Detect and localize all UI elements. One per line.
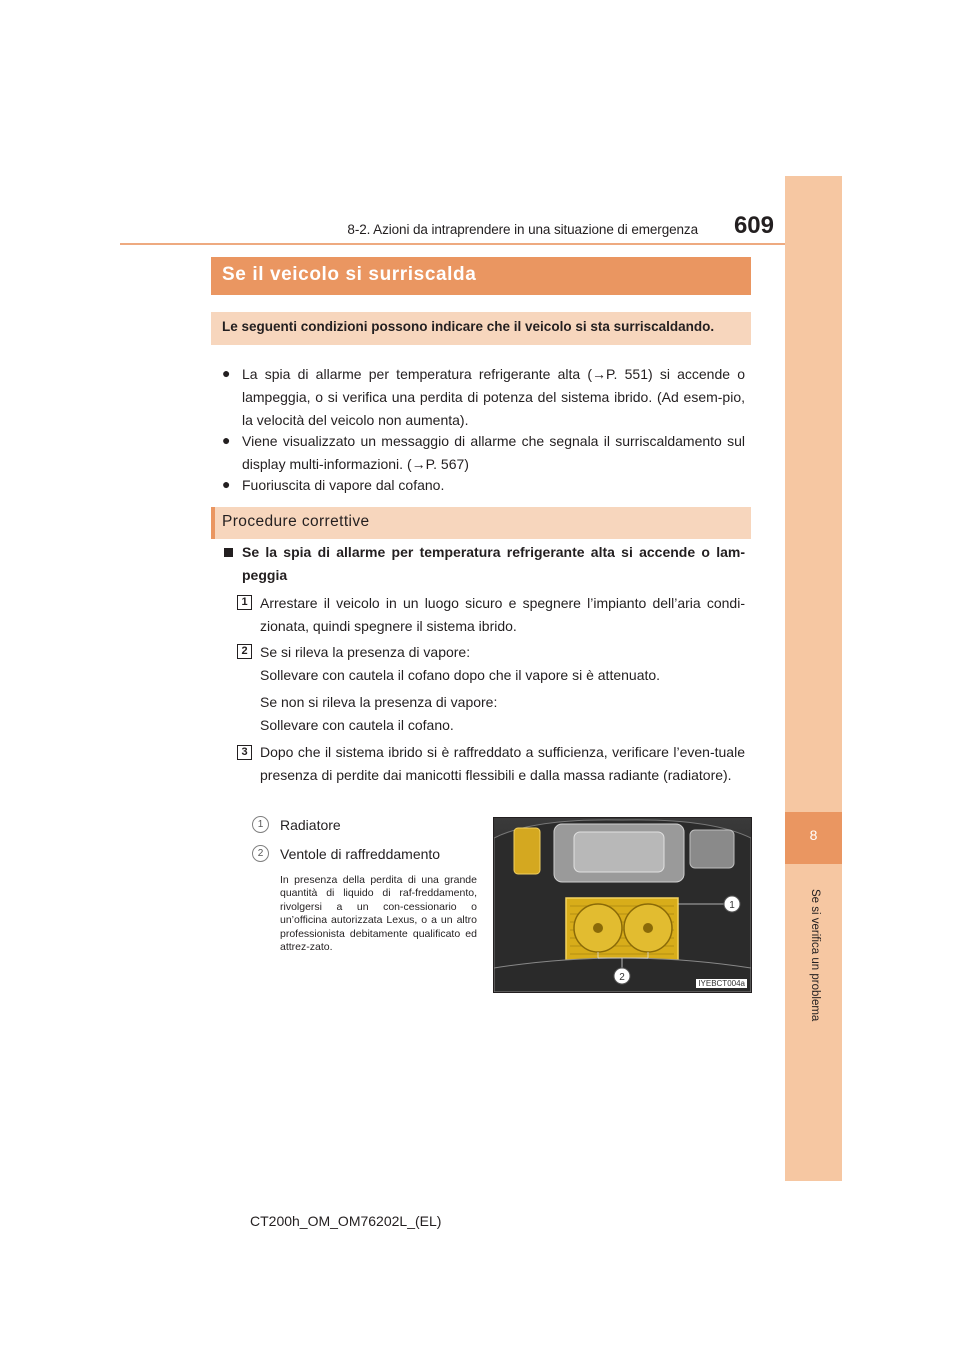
chapter-title: Se si verifica un problema <box>809 889 821 1022</box>
header-rule <box>120 243 785 245</box>
procedures-bar-accent <box>211 507 215 539</box>
step-2-line-3: Se non si rileva la presenza di vapore: <box>260 694 498 710</box>
caption-text: In presenza della perdita di una grande quantità di liquido di raf-freddamento, rivolgersi a un con-cessionario o un’officina autorizzata Lexus, o a un altro professionista debitamente qualificato ed attrez-zato. <box>280 874 477 954</box>
callout-number-1: 1 <box>252 816 269 833</box>
intro-text: Le seguenti condizioni possono indicare che il veicolo si sta surriscaldando. <box>222 319 715 334</box>
figure-callout-2-label: 2 <box>619 972 625 983</box>
step-number-3: 3 <box>237 745 252 760</box>
figure-callout-1-label: 1 <box>729 900 735 911</box>
engine-bay-drawing <box>494 818 751 992</box>
figure-code: IYEBCT004a <box>698 979 745 988</box>
bullet-icon: ● <box>222 432 231 448</box>
step-2-line-4: Sollevare con cautela il cofano. <box>260 717 454 733</box>
callout-label-fans: Ventole di raffreddamento <box>280 846 441 862</box>
condition-item-2: Viene visualizzato un messaggio di allarme che segnala il surriscaldamento sul display multi-informazioni. (→P. 567) <box>242 433 745 472</box>
bullet-icon: ● <box>222 476 231 492</box>
callout-number-2: 2 <box>252 845 269 862</box>
chapter-number: 8 <box>809 827 818 843</box>
step-1-text: Arrestare il veicolo in un luogo sicuro e spegnere l’impianto dell’aria condi-zionata, quindi spegnere il sistema ibrido. <box>260 595 745 634</box>
page-number: 609 <box>733 212 774 239</box>
chapter-side-tab <box>785 176 842 1181</box>
engine-bay-illustration <box>493 817 752 993</box>
square-bullet-icon <box>224 548 233 557</box>
footer-doc-code: CT200h_OM_OM76202L_(EL) <box>250 1213 442 1229</box>
condition-item-3: Fuoriuscita di vapore dal cofano. <box>242 477 445 493</box>
step-3-text: Dopo che il sistema ibrido si è raffreddato a sufficienza, verificare l’even-tuale presenza di perdite dai manicotti flessibili e dalla massa radiante (radiatore). <box>260 744 745 783</box>
section-title: Se il veicolo si surriscalda <box>222 264 477 285</box>
case-heading: Se la spia di allarme per temperatura refrigerante alta si accende o lam-peggia <box>242 544 745 583</box>
condition-item-1: La spia di allarme per temperatura refrigerante alta (→P. 551) si accende o lampeggia, o si verifica una perdita di potenza del sistema ibrido. (Ad esem-pio, la velocità del veicolo non aumenta). <box>242 366 745 428</box>
running-head: 8-2. Azioni da intraprendere in una situazione di emergenza <box>347 222 698 237</box>
step-number-2: 2 <box>237 644 252 659</box>
procedures-title: Procedure correttive <box>222 513 370 530</box>
step-number-1: 1 <box>237 595 252 610</box>
step-2-line-2: Sollevare con cautela il cofano dopo che il vapore si è attenuato. <box>260 667 661 683</box>
callout-label-radiator: Radiatore <box>280 817 341 833</box>
bullet-icon: ● <box>222 365 231 381</box>
step-2-line-1: Se si rileva la presenza di vapore: <box>260 644 471 660</box>
